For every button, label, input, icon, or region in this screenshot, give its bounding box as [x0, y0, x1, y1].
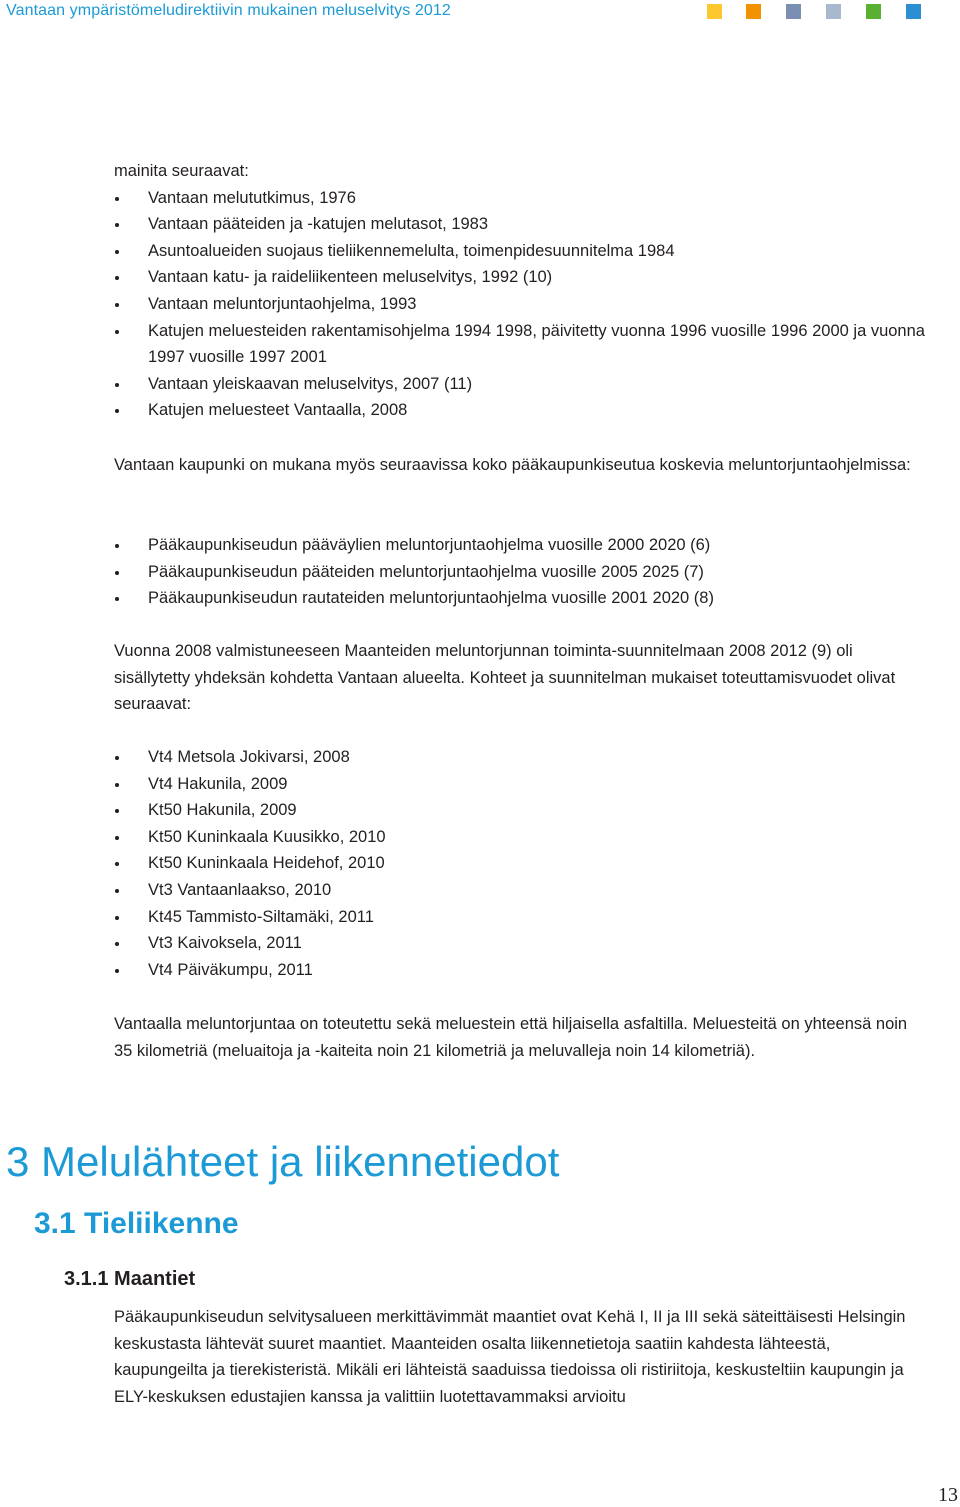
list-item: Kt50 Kuninkaala Kuusikko, 2010 — [114, 824, 928, 851]
program-list-section — [114, 532, 928, 612]
list-item: Vt4 Hakunila, 2009 — [114, 771, 928, 798]
running-header-title: Vantaan ympäristömeludirektiivin mukainen meluselvitys 2012 — [6, 2, 451, 19]
subsection-heading: 3.1.1 Maantiet — [64, 1268, 196, 1290]
color-square — [866, 4, 881, 19]
page-number: 13 — [938, 1484, 958, 1506]
list-item: Kt50 Hakunila, 2009 — [114, 797, 928, 824]
header-color-squares — [0, 4, 960, 20]
list-item: Vt3 Kaivoksela, 2011 — [114, 930, 928, 957]
list-item: Pääkaupunkiseudun pääteiden meluntorjuntaohjelma vuosille 2005 2025 (7) — [114, 559, 928, 586]
list-item: Katujen meluesteet Vantaalla, 2008 — [114, 397, 928, 424]
highways-section — [114, 1304, 928, 1410]
list-intro: mainita seuraavat: — [114, 162, 249, 180]
list-item: Vt4 Päiväkumpu, 2011 — [114, 957, 928, 984]
paragraph: Vantaan kaupunki on mukana myös seuraavissa koko pääkaupunkiseutua koskevia meluntorjuntaohjelmissa: — [114, 456, 911, 474]
color-square — [707, 4, 722, 19]
paragraph: Pääkaupunkiseudun selvitysalueen merkittävimmät maantiet ovat Kehä I, II ja III sekä säteittäisesti Helsingin keskustasta lähtevät suuret maantiet. Maanteiden osalta liikennetietoja saatiin kahdesta lähteestä, kaupungeilta ja tierekisteristä. Mikäli eri lähteistä saaduissa tiedoissa oli ristiriitoja, keskusteltiin kaupungin ja ELY-keskuksen edustajien kanssa ja valittiin luotettavammaksi arvioitu — [114, 1308, 906, 1406]
noise-barriers-section — [114, 1011, 928, 1064]
list-item: Asuntoalueiden suojaus tieliikennemelulta, toimenpidesuunnitelma 1984 — [114, 238, 928, 265]
color-square — [786, 4, 801, 19]
color-square — [826, 4, 841, 19]
targets-list — [114, 744, 928, 983]
color-square — [746, 4, 761, 19]
targets-intro-section — [114, 638, 928, 718]
section-heading: 3.1 Tieliikenne — [34, 1207, 239, 1240]
targets-list-section — [114, 744, 928, 983]
paragraph: Vantaalla meluntorjuntaa on toteutettu sekä meluestein että hiljaisella asfaltilla. Meluesteitä on yhteensä noin 35 kilometriä (meluaitoja ja -kaiteita noin 21 kilometriä ja meluvalleja noin 14 kilometriä). — [114, 1015, 908, 1060]
color-square — [906, 4, 921, 19]
list-item: Katujen meluesteiden rakentamisohjelma 1994 1998, päivitetty vuonna 1996 vuosille 1996 2000 ja vuonna 1997 vuosille 1997 2001 — [114, 318, 928, 371]
list-item: Kt50 Kuninkaala Heidehof, 2010 — [114, 850, 928, 877]
list-item: Vantaan meluntorjuntaohjelma, 1993 — [114, 291, 928, 318]
program-list — [114, 532, 928, 612]
list-item: Kt45 Tammisto-Siltamäki, 2011 — [114, 904, 928, 931]
list-item: Vantaan yleiskaavan meluselvitys, 2007 (11) — [114, 371, 928, 398]
report-list — [114, 185, 928, 424]
list-item: Vantaan katu- ja raideliikenteen meluselvitys, 1992 (10) — [114, 264, 928, 291]
list-item: Vt3 Vantaanlaakso, 2010 — [114, 877, 928, 904]
list-item: Pääkaupunkiseudun rautateiden meluntorjuntaohjelma vuosille 2001 2020 (8) — [114, 585, 928, 612]
list-item: Vantaan pääteiden ja -katujen melutasot, 1983 — [114, 211, 928, 238]
list-item: Vantaan melututkimus, 1976 — [114, 185, 928, 212]
list-item: Vt4 Metsola Jokivarsi, 2008 — [114, 744, 928, 771]
program-intro-section — [114, 452, 928, 479]
list-item: Pääkaupunkiseudun pääväylien meluntorjuntaohjelma vuosille 2000 2020 (6) — [114, 532, 928, 559]
paragraph: Vuonna 2008 valmistuneeseen Maanteiden meluntorjunnan toiminta-suunnitelmaan 2008 2012 (9) oli sisällytetty yhdeksän kohdetta Vantaan alueelta. Kohteet ja suunnitelman mukaiset toteuttamisvuodet olivat seuraavat: — [114, 642, 896, 714]
chapter-heading: 3 Melulähteet ja liikennetiedot — [6, 1138, 560, 1185]
report-list-section — [114, 158, 928, 424]
